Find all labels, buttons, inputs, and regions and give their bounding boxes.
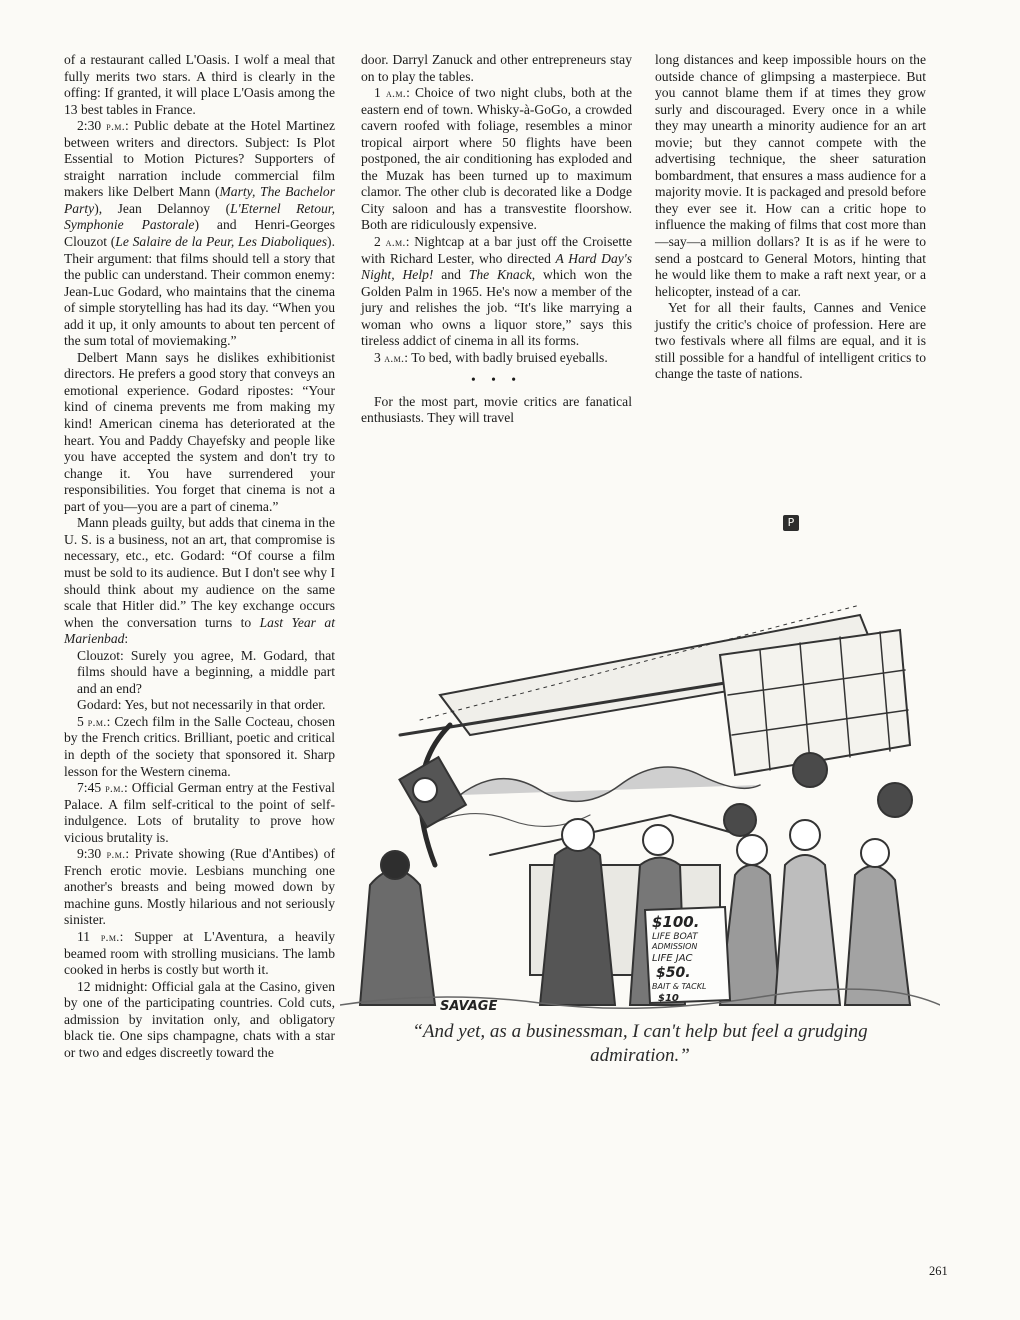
sign-price-lifeboat: $100. — [652, 913, 700, 931]
dialogue-line: Godard: Yes, but not necessarily in that order. — [77, 697, 326, 713]
paragraph: long distances and keep impossible hours on the outside chance of glimpsing a masterpiece. But you cannot blame them if at times they grow surly and discouraged. Every once in a while they may unearth a minority audience for an art movie; but they cannot compete with the advertising technique, the sheer saturation bombardment, that ensures a mass audience for a majority movie. It is packaged and presold before they ever see it. How can a critic hope to influence the making of films that cost more than—say—a million dollars? It is as if he were to send a postcard to General Motors, hinting that he would like them to make a raft next year, or a helicopter, instead of a car. — [655, 52, 926, 299]
paragraph: 7:45 p.m.: Official German entry at the Festival Palace. A film self-critical to the point of self-indulgence. Lots of brutality to prove how vicious brutality is. — [64, 780, 335, 845]
dialogue-line: Clouzot: Surely you agree, M. Godard, that films should have a beginning, a middle part and an end? — [77, 647, 335, 696]
section-break: • • • — [470, 372, 523, 388]
paragraph: 9:30 p.m.: Private showing (Rue d'Antibes) of French erotic movie. Lesbians munching one another's breasts and being mowed down by machine guns. Mostly hilarious and not seriously sinister. — [64, 846, 335, 928]
text-column-1 — [64, 52, 335, 1061]
artist-signature: SAVAGE — [440, 999, 498, 1014]
paragraph: Mann pleads guilty, but adds that cinema in the U. S. is a business, not an art, that compromise is necessary, etc., etc. Godard: “Of course a film must be sold to its audience. But I don't see why I should think about my audience on the same scale that Hitler did.” The key exchange occurs when the conversation turns to Last Year at Marienbad: — [64, 515, 335, 647]
sign-lifeboat-label: LIFE BOAT — [652, 932, 698, 942]
paragraph: 12 midnight: Official gala at the Casino, given by one of the participating countries. Cold cuts, admission by invitation only, and obligatory black tie. One sips champagne, chats with a star or two and edges discreetly toward the — [64, 978, 335, 1060]
end-mark-icon: P — [783, 515, 799, 531]
page-number: 261 — [929, 1264, 948, 1278]
paragraph: 5 p.m.: Czech film in the Salle Cocteau, chosen by the French critics. Brilliant, poetic and critical in depth of the society that sponsored it. Sharp lesson for the Western cinema. — [64, 713, 335, 779]
paragraph: For the most part, movie critics are fanatical enthusiasts. They will travel — [361, 393, 632, 426]
paragraph: of a restaurant called L'Oasis. I wolf a meal that fully merits two stars. A third is clearly in the offing: If granted, it will place L'Oasis among the 13 best tables in France. — [64, 52, 335, 117]
sign-bait-label: BAIT & TACKL — [652, 982, 707, 991]
sign-price-lifejacket: $50. — [656, 965, 691, 981]
paragraph: 3 a.m.: To bed, with badly bruised eyeballs. — [374, 349, 608, 365]
paragraph: 1 a.m.: Choice of two night clubs, both at the eastern end of town. Whisky-à-GoGo, a crowded cavern roofed with foliage, resembles a minor tropical airport where 50 flights have been postponed, the air conditioning has exploded and the Muzak has been turned up to maximum clamor. The other club is decorated like a Dodge City saloon and has a transvestite floorshow. Both are ridiculously expensive. — [361, 85, 632, 233]
paragraph: 2 a.m.: Nightcap at a bar just off the Croisette with Richard Lester, who directed A Hard Day's Night, Help! and The Knack, which won the Golden Palm in 1965. He's now a member of the jury and relishes the job. “It's like marrying a woman who owns a liquor store,” says this tireless addict of cinema in all its forms. — [361, 234, 632, 349]
cartoon-illustration — [340, 535, 940, 1015]
paragraph: 2:30 p.m.: Public debate at the Hotel Martinez between writers and directors. Subject: Is Plot Essential to Motion Pictures? Supporters of straight narration include commercial film makers like Delbert Mann (Marty, The Bachelor Party), Jean Delannoy (L'Eternel Retour, Symphonie Pastorale) and Henri-Georges Clouzot (Le Salaire de la Peur, Les Diaboliques). Their argument: that films should tell a story that the public can understand. Their common enemy: Jean-Luc Godard, who maintains that the cinema of simple storytelling has had its day. “When you add it up, it only amounts to about ten percent of the sum total of moviemaking.” — [64, 118, 336, 349]
paragraph: door. Darryl Zanuck and other entrepreneurs stay on to play the tables. — [361, 52, 632, 84]
sign-admission-label: ADMISSION — [652, 942, 698, 951]
paragraph: 11 p.m.: Supper at L'Aventura, a heavily beamed room with strolling musicians. The lamb cooked in herbs is costly but worth it. — [64, 928, 335, 978]
cartoon-caption: “And yet, as a businessman, I can't help but feel a grudging admiration.” — [412, 1021, 868, 1066]
text-column-3 — [655, 52, 926, 383]
paragraph: Yet for all their faults, Cannes and Venice justify the critic's choice of profession. Here are two festivals where all films are equal, and it is still possible for a handful of intelligent critics to change the taste of nations. — [655, 300, 926, 382]
sign-price-bait: $10 — [658, 993, 679, 1004]
sign-lifejacket-label: LIFE JAC — [652, 953, 693, 964]
paragraph: Delbert Mann says he dislikes exhibitionist directors. He prefers a good story that conveys an emotional experience. Godard ripostes: “Your kind of cinema prevents me from making my kind! American cinema has deteriorated at the heart. You and Paddy Chayefsky and people like you have accepted the system and don't try to change it. You have surrendered your responsibilities. You forget that cinema is not a part of you—you are a part of cinema.” — [64, 349, 335, 514]
text-column-2 — [361, 52, 632, 427]
